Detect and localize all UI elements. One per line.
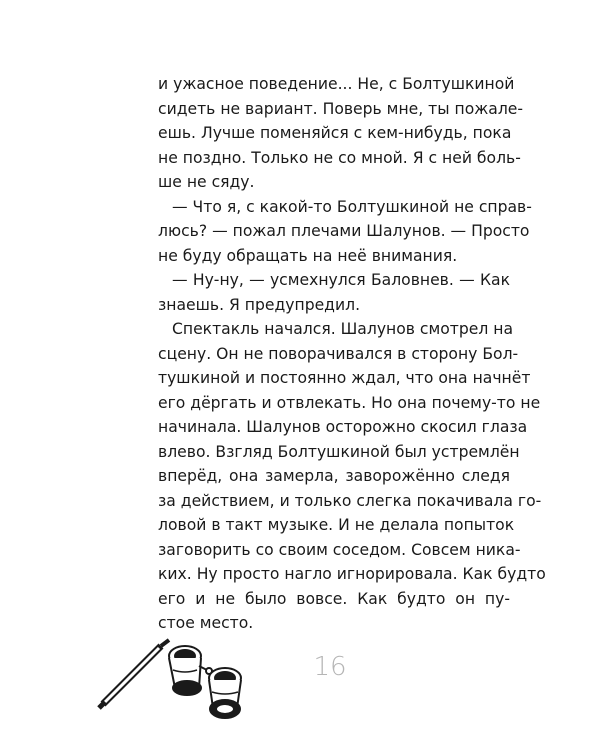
text-line: сцену. Он не поворачивался в сторону Бол- [158, 344, 519, 363]
body-text [158, 72, 546, 636]
text-line: начинала. Шалунов осторожно скосил глаза [158, 418, 528, 436]
text-line: знаешь. Я предупредил. [158, 295, 361, 314]
opera-glasses-icon [95, 616, 255, 726]
text-line: и ужасное поведение... Не, с Болтушкиной [158, 75, 515, 93]
text-line: ешь. Лучше поменяйся с кем-нибудь, пока [158, 124, 512, 142]
text-line: влево. Взгляд Болтушкиной был устремлён [158, 442, 520, 461]
text-line: — Ну-ну, — усмехнулся Баловнев. — Как [172, 271, 510, 289]
text-line: за действием, и только слегка покачивала го- [158, 491, 542, 510]
text-line: Спектакль начался. Шалунов смотрел на [172, 320, 514, 338]
text-line: — Что я, с какой-то Болтушкиной не справ- [172, 197, 532, 216]
text-line: ких. Ну просто нагло игнорировала. Как будто [158, 565, 546, 583]
text-line: его и не было вовсе. Как будто он пу- [158, 589, 510, 608]
text-line: люсь? — пожал плечами Шалунов. — Просто [158, 222, 530, 240]
text-line: не буду обращать на неё внимания. [158, 246, 458, 265]
text-line: вперёд, она замерла, заворожённо следя [158, 467, 510, 485]
text-line: ловой в такт музыке. И не делала попыток [158, 516, 515, 534]
text-line: заговорить со своим соседом. Совсем ника- [158, 540, 521, 559]
text-line: ше не сяду. [158, 173, 255, 191]
text-line: стое место. [158, 614, 254, 632]
text-line: его дёргать и отвлекать. Но она почему-то не [158, 393, 541, 412]
page-number: 16 [313, 652, 347, 682]
text-line: тушкиной и постоянно ждал, что она начнёт [158, 369, 531, 387]
text-line: сидеть не вариант. Поверь мне, ты пожале- [158, 99, 524, 118]
text-line: не поздно. Только не со мной. Я с ней боль- [158, 148, 521, 167]
